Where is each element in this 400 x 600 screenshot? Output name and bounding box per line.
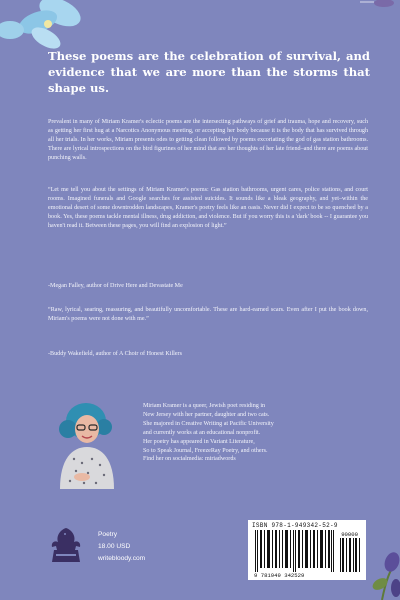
bio-line: Her poetry has appeared in Variant Literature, xyxy=(143,438,255,445)
category-label: Poetry xyxy=(98,531,118,538)
barcode-addon-bars-icon xyxy=(340,538,360,572)
isbn-barcode xyxy=(248,520,366,580)
bio-line: She majored in Creative Writing at Pacific University xyxy=(143,420,274,427)
author-bio xyxy=(143,402,343,464)
write-bloody-raven-logo-icon xyxy=(48,524,84,564)
leaf-decoration-icon xyxy=(360,0,400,14)
website-link[interactable]: writebloody.com xyxy=(98,555,146,562)
bio-line: Miriam Kramer is a queer, Jewish poet residing in xyxy=(143,403,266,409)
description-paragraph: Prevalent in many of Miriam Kramer's eclectic poems are the intersecting pathways of grief and trauma, hope and recovery, such as getting her first hug at a Narcotics Anonymous meeting, or accepting her body because it is the body that has survived through all her trials. In her works, Miriam presents odes to getting clean followed by poems excoriating the god of gas station bathrooms. There are lyrical introspections on the bird figurines of her mind that are her thoughts of her late friend–and there are poems about punching walls. xyxy=(48,119,368,161)
publisher-meta xyxy=(98,529,145,565)
price-label: 18.00 USD xyxy=(98,543,131,550)
headline: These poems are the celebration of survival, and evidence that we are more than the storms that shape us. xyxy=(48,49,370,95)
blurb-attribution-1: -Megan Falley, author of Drive Here and Devastate Me xyxy=(48,283,183,289)
bio-line: So to Speak Journal, FreezeRay Poetry, and others. xyxy=(143,447,268,454)
blurb-quote-2: “Raw, lyrical, searing, reassuring, and beautifully uncomfortable. These are hard-earned scars. Even after I put the book down, Miriam's poems were not done with me.” xyxy=(48,307,368,322)
purple-flower-decoration-icon xyxy=(360,540,400,600)
author-photo xyxy=(46,399,130,489)
bio-line: and currently works at an educational nonprofit. xyxy=(143,429,261,436)
bio-line: Find her on socialmedia: miriadwords xyxy=(143,456,236,463)
isbn-label: ISBN 978-1-949342-52-9 xyxy=(252,522,338,529)
blue-flower-decoration-icon xyxy=(0,0,90,50)
ean-digits: 9 781949 342529 xyxy=(254,572,305,579)
barcode-bars-icon xyxy=(254,530,334,572)
blurb-attribution-2: -Buddy Wakefield, author of A Choir of Honest Killers xyxy=(48,351,182,357)
blurb-quote-1: “Let me tell you about the settings of Miriam Kramer's poems: Gas station bathrooms, urgent cares, police stations, and court rooms. Imagined funerals and Google searches for assisted suicides. It sounds like a bleak geography, and yet–within the emotional desert of some downtrodden landscapes, Kramer's poetry feels like an oasis. Never did I expect to be so quenched by a book. Yes, these poems tackle mental illness, drug addiction, and violence. But if you worry this is a 'dark' book -- I guarantee you haven't read it. Between these pages, you will find an explosion of light.” xyxy=(48,187,368,229)
price-code: 90000 xyxy=(341,531,358,538)
bio-line: New Jersey with her partner, daughter and two cats. xyxy=(143,411,270,418)
